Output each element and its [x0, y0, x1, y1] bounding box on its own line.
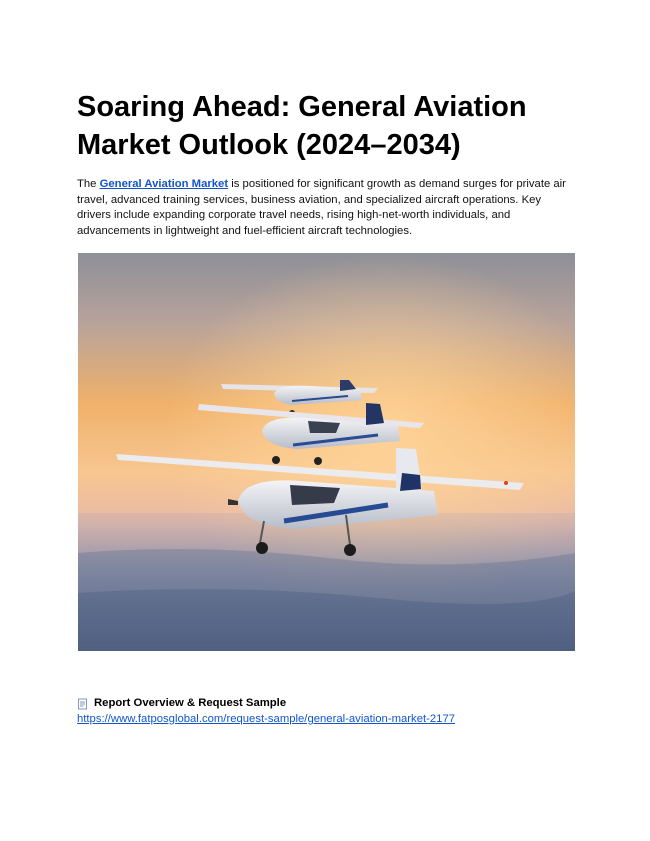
request-sample-link[interactable]: https://www.fatposglobal.com/request-sample/general-aviation-market-2177 — [77, 713, 456, 725]
general-aviation-market-link[interactable]: General Aviation Market — [99, 178, 229, 190]
intro-prefix: The — [77, 178, 100, 190]
hero-image — [78, 253, 575, 651]
overview-heading-row — [77, 696, 577, 711]
report-overview-section — [77, 696, 577, 727]
page-title: Soaring Ahead: General Aviation Market Outlook (2024–2034) — [77, 91, 527, 161]
intro-paragraph — [77, 177, 577, 239]
overview-label: Report Overview & Request Sample — [94, 697, 287, 709]
intro-body: is positioned for significant growth as demand surges for private air travel, advanced training services, business aviation, and specialized aircraft operations. Key drivers include expanding corporate travel needs, rising high-net-worth individuals, and advancements in lightweight and fuel-efficient aircraft technologies. — [77, 178, 566, 237]
document-icon — [77, 698, 88, 710]
